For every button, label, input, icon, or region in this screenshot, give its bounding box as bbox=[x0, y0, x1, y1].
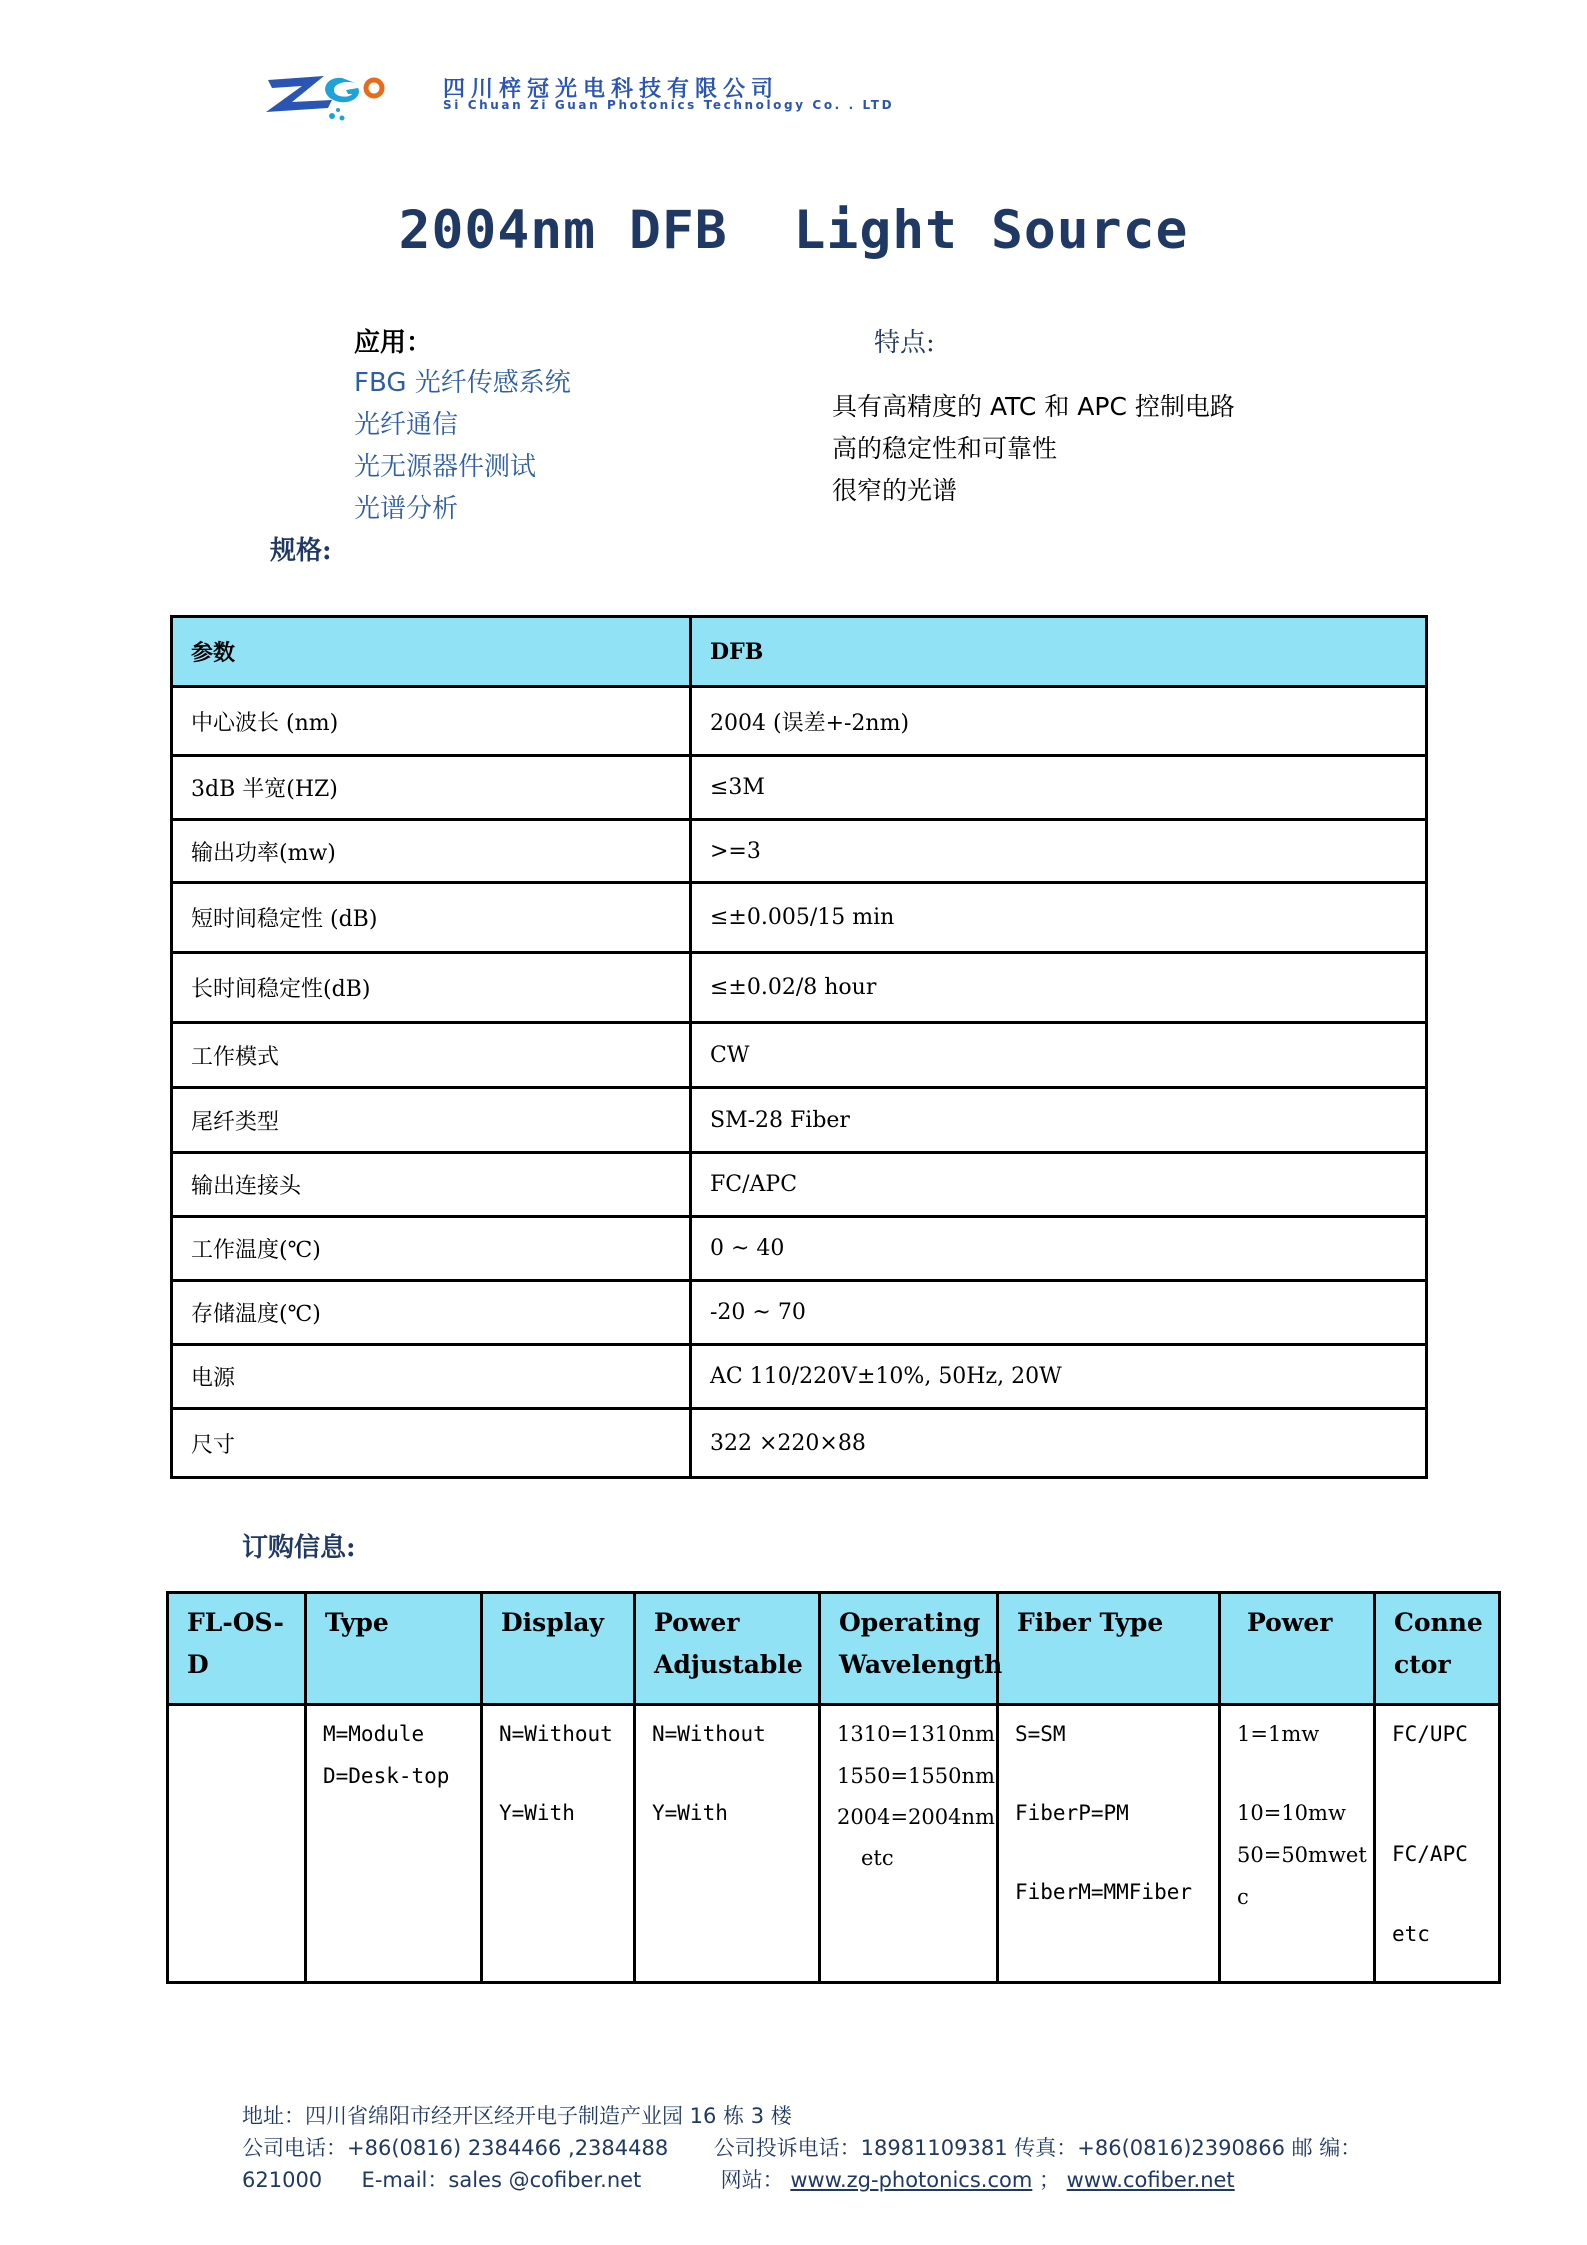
application-item: 光纤通信 bbox=[354, 410, 459, 440]
ordering-wavelength-cell bbox=[820, 1705, 998, 1983]
spec-row bbox=[172, 820, 1427, 883]
ordering-option: M=Module bbox=[323, 1722, 425, 1746]
spec-value: 2004 (误差+-2nm) bbox=[691, 687, 1427, 756]
spec-value: FC/APC bbox=[691, 1153, 1427, 1217]
spec-param: 长时间稳定性(dB) bbox=[172, 953, 691, 1023]
spec-param: 存储温度(℃) bbox=[172, 1281, 691, 1345]
spec-value: AC 110/220V±10%, 50Hz, 20W bbox=[691, 1345, 1427, 1409]
ordering-option: FC/UPC bbox=[1392, 1722, 1468, 1746]
spec-table bbox=[170, 615, 1428, 1479]
ordering-header-power-adjustable: Power Adjustable bbox=[635, 1593, 820, 1705]
ordering-option: Y=With bbox=[652, 1801, 728, 1825]
website-link-zg-photonics[interactable]: www.zg-photonics.com bbox=[790, 2168, 1033, 2192]
spec-param: 输出连接头 bbox=[172, 1153, 691, 1217]
spec-param: 短时间稳定性 (dB) bbox=[172, 883, 691, 953]
ordering-option: FC/APC bbox=[1392, 1842, 1468, 1866]
ordering-connector-cell bbox=[1375, 1705, 1500, 1983]
footer-complaint: 公司投诉电话：18981109381 传真：+86(0816)2390866 邮 编： bbox=[713, 2136, 1362, 2160]
ordering-power-adjustable-cell bbox=[635, 1705, 820, 1983]
spec-value: -20 ~ 70 bbox=[691, 1281, 1427, 1345]
spec-param: 尾纤类型 bbox=[172, 1088, 691, 1153]
ordering-power-cell bbox=[1220, 1705, 1375, 1983]
spec-row bbox=[172, 756, 1427, 820]
applications-heading: 应用： bbox=[354, 328, 433, 358]
spec-value: 0 ~ 40 bbox=[691, 1217, 1427, 1281]
spec-value: ≤±0.005/15 min bbox=[691, 883, 1427, 953]
ordering-header-fiber-type: Fiber Type bbox=[998, 1593, 1220, 1705]
application-item: 光谱分析 bbox=[354, 494, 459, 524]
spec-header-dfb: DFB bbox=[691, 617, 1427, 687]
ordering-header-connector: Conne ctor bbox=[1375, 1593, 1500, 1705]
ordering-table bbox=[166, 1591, 1501, 1984]
ordering-option: c bbox=[1237, 1885, 1249, 1909]
application-item: 光无源器件测试 bbox=[354, 452, 537, 482]
ordering-option: FiberM=MMFiber bbox=[1015, 1880, 1193, 1904]
spec-header-row bbox=[172, 617, 1427, 687]
spec-header-param: 参数 bbox=[172, 617, 691, 687]
ordering-fiber-type-cell bbox=[998, 1705, 1220, 1983]
ordering-option: 1550=1550nm bbox=[837, 1764, 995, 1788]
ordering-option: Y=With bbox=[499, 1801, 575, 1825]
application-item: FBG 光纤传感系统 bbox=[354, 368, 571, 398]
spec-value: 322 ×220×88 bbox=[691, 1409, 1427, 1478]
footer-address: 地址：四川省绵阳市经开区经开电子制造产业园 16 栋 3 楼 bbox=[242, 2104, 792, 2128]
footer-phone: 公司电话：+86(0816) 2384466 ,2384488 bbox=[242, 2136, 669, 2160]
spec-row bbox=[172, 687, 1427, 756]
ordering-model-cell bbox=[168, 1705, 306, 1983]
spec-row bbox=[172, 1217, 1427, 1281]
ordering-option: 2004=2004nm bbox=[837, 1805, 995, 1829]
ordering-display-cell bbox=[482, 1705, 635, 1983]
spec-row bbox=[172, 1281, 1427, 1345]
spec-param: 工作模式 bbox=[172, 1023, 691, 1088]
spec-param: 输出功率(mw) bbox=[172, 820, 691, 883]
ordering-option: 1310=1310nm bbox=[837, 1722, 995, 1746]
ordering-header-display: Display bbox=[482, 1593, 635, 1705]
company-name-cn: 四川梓冠光电科技有限公司 bbox=[443, 77, 780, 102]
ordering-header-row bbox=[168, 1593, 1500, 1705]
ordering-option: etc bbox=[1392, 1922, 1430, 1946]
ordering-header-power: Power bbox=[1220, 1593, 1375, 1705]
document-title: 2004nm DFB Light Source bbox=[398, 200, 1189, 261]
ordering-header-wavelength: Operating Wavelength bbox=[820, 1593, 998, 1705]
ordering-header-type: Type bbox=[306, 1593, 482, 1705]
spec-param: 中心波长 (nm) bbox=[172, 687, 691, 756]
feature-item: 很窄的光谱 bbox=[832, 476, 958, 505]
footer-email: E-mail：sales @cofiber.net bbox=[361, 2168, 642, 2192]
spec-row bbox=[172, 883, 1427, 953]
ordering-option: 50=50mwet bbox=[1237, 1843, 1367, 1867]
ordering-header-model: FL-OS- D bbox=[168, 1593, 306, 1705]
ordering-type-cell bbox=[306, 1705, 482, 1983]
ordering-body-row bbox=[168, 1705, 1500, 1983]
spec-param: 3dB 半宽(HZ) bbox=[172, 756, 691, 820]
company-name-en: Si Chuan Zi Guan Photonics Technology Co. . LTD bbox=[443, 98, 895, 112]
spec-value: >=3 bbox=[691, 820, 1427, 883]
spec-value: SM-28 Fiber bbox=[691, 1088, 1427, 1153]
spec-row bbox=[172, 1345, 1427, 1409]
ordering-option: 1=1mw bbox=[1237, 1722, 1320, 1746]
spec-heading: 规格: bbox=[270, 536, 332, 566]
ordering-option: S=SM bbox=[1015, 1722, 1066, 1746]
ordering-option: FiberP=PM bbox=[1015, 1801, 1129, 1825]
company-logo bbox=[262, 68, 422, 124]
features-heading: 特点: bbox=[874, 328, 935, 358]
spec-param: 电源 bbox=[172, 1345, 691, 1409]
footer-web-line bbox=[242, 2164, 1235, 2194]
spec-row bbox=[172, 1023, 1427, 1088]
spec-param: 工作温度(℃) bbox=[172, 1217, 691, 1281]
footer-web-label: 网站： bbox=[720, 2168, 784, 2192]
ordering-option: N=Without bbox=[652, 1722, 766, 1746]
spec-row bbox=[172, 1088, 1427, 1153]
footer-web-separator: ； bbox=[1038, 2168, 1060, 2192]
spec-value: ≤3M bbox=[691, 756, 1427, 820]
spec-value: ≤±0.02/8 hour bbox=[691, 953, 1427, 1023]
spec-param: 尺寸 bbox=[172, 1409, 691, 1478]
ordering-option: etc bbox=[861, 1846, 894, 1870]
ordering-option: N=Without bbox=[499, 1722, 613, 1746]
spec-row bbox=[172, 1153, 1427, 1217]
spec-row bbox=[172, 953, 1427, 1023]
footer-postcode: 621000 bbox=[242, 2168, 323, 2192]
ordering-heading: 订购信息: bbox=[242, 1533, 356, 1563]
website-link-cofiber[interactable]: www.cofiber.net bbox=[1066, 2168, 1235, 2192]
spec-row bbox=[172, 1409, 1427, 1478]
spec-value: CW bbox=[691, 1023, 1427, 1088]
ordering-option: D=Desk-top bbox=[323, 1764, 450, 1788]
ordering-option: 10=10mw bbox=[1237, 1801, 1346, 1825]
feature-item: 具有高精度的 ATC 和 APC 控制电路 bbox=[832, 392, 1235, 421]
footer-contact-line bbox=[242, 2132, 1361, 2162]
feature-item: 高的稳定性和可靠性 bbox=[832, 434, 1058, 463]
